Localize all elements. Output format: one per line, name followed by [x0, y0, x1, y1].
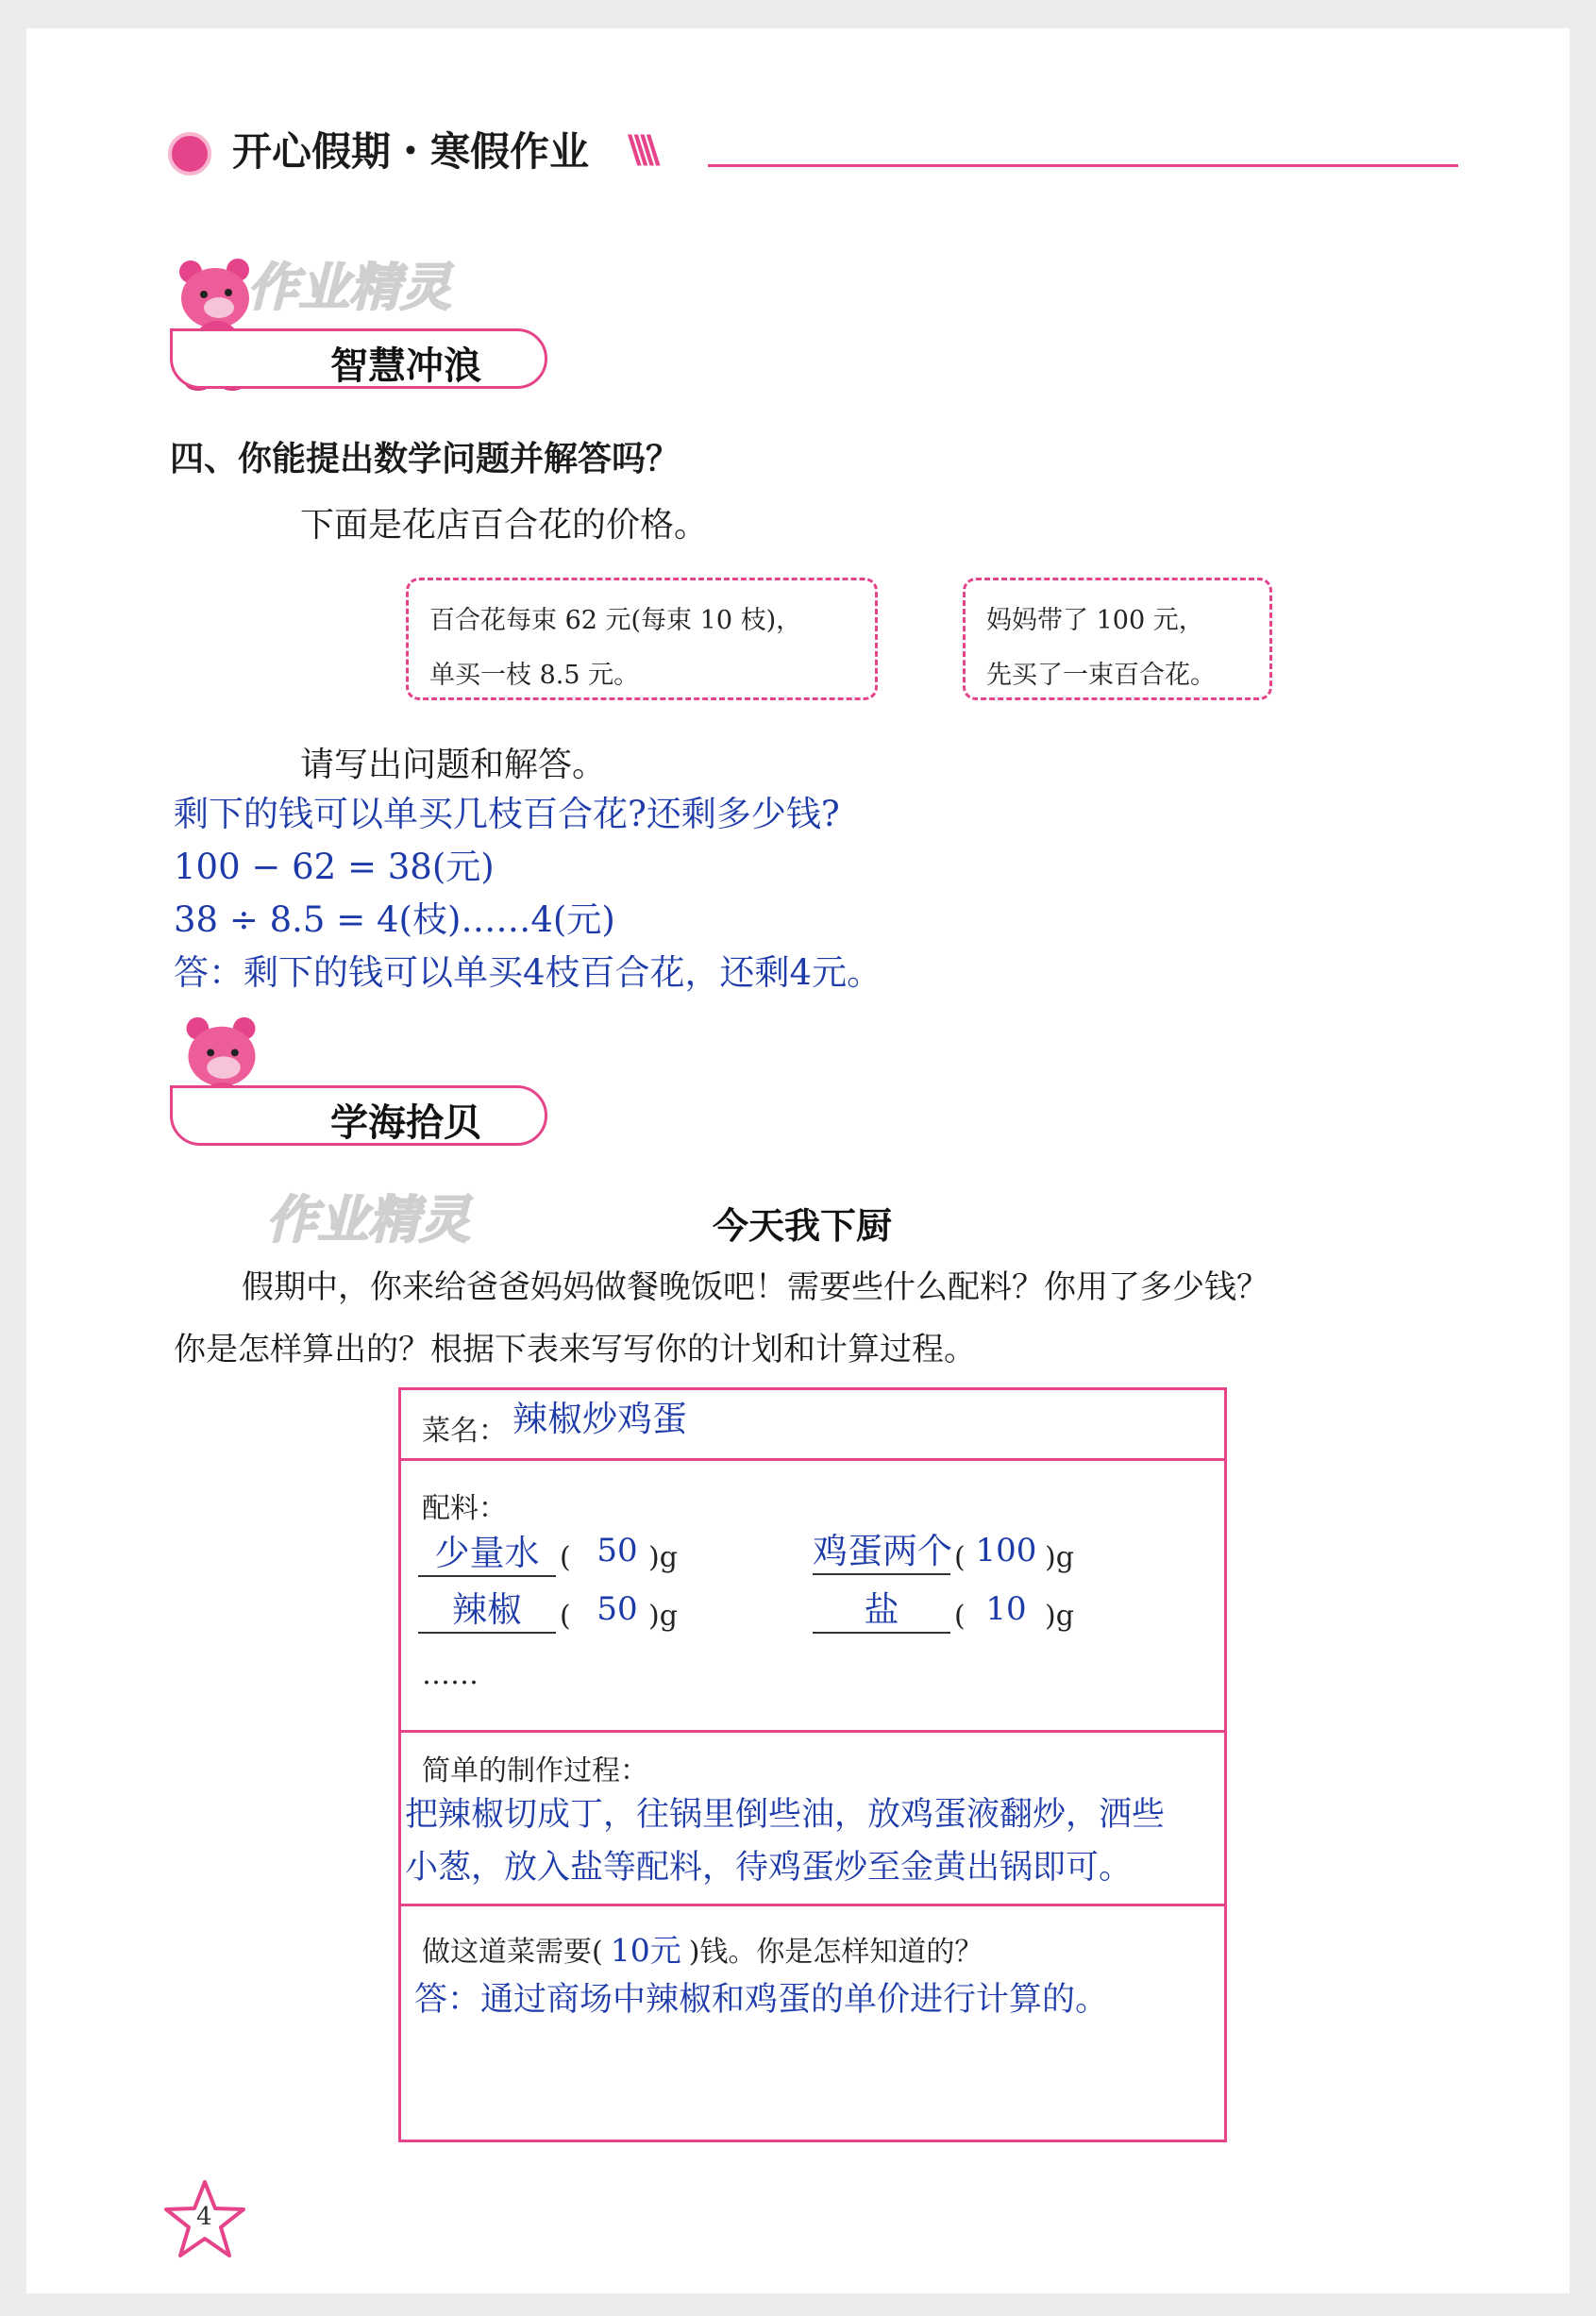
ingredient-qty-4[interactable]: 10: [985, 1590, 1027, 1628]
ingredient-unit-3: )g: [648, 1600, 678, 1633]
instruction-para-1: 假期中，你来给爸爸妈妈做餐晚饭吧！需要些什么配料？你用了多少钱？: [242, 1268, 1268, 1306]
ingredient-qty-3[interactable]: 50: [596, 1590, 638, 1628]
watermark-text: 作业精灵: [266, 1190, 470, 1250]
ingredient-name-1[interactable]: 少量水: [418, 1524, 556, 1577]
row-divider: [401, 1904, 1224, 1906]
answer-question: 剩下的钱可以单买几枝百合花?还剩多少钱?: [174, 794, 840, 834]
process-label: 简单的制作过程：: [422, 1754, 648, 1787]
header-rule: [708, 164, 1458, 167]
banner-zhihui-chonglang: 智慧冲浪: [330, 344, 481, 388]
answer-calc-1: 100 − 62 = 38(元): [174, 847, 495, 887]
ingredients-ellipsis: ……: [422, 1658, 479, 1691]
ingredients-label: 配料：: [422, 1492, 507, 1525]
row-divider: [401, 1458, 1224, 1461]
ingredient-unit-2: )g: [1045, 1541, 1074, 1574]
paren-open: (: [560, 1541, 571, 1574]
answer-calc-2: 38 ÷ 8.5 = 4(枝)……4(元): [174, 899, 615, 940]
cost-answer[interactable]: 答：通过商场中辣椒和鸡蛋的单价进行计算的。: [414, 1981, 1109, 2019]
ingredient-name-2[interactable]: 鸡蛋两个: [813, 1522, 950, 1575]
price-line-1: 百合花每束 62 元(每束 10 枝)，: [429, 606, 802, 635]
ingredient-unit-1: )g: [648, 1541, 678, 1574]
mom-info-box: [963, 578, 1272, 700]
ingredient-unit-4: )g: [1045, 1600, 1074, 1633]
section-title: 今天我下厨: [713, 1205, 893, 1247]
paren-open: (: [560, 1600, 571, 1633]
header-slash-decoration: \\\\: [628, 128, 653, 172]
ingredient-name-3[interactable]: 辣椒: [418, 1581, 556, 1634]
price-line-2: 单买一枝 8.5 元。: [429, 661, 640, 690]
cost-value[interactable]: 10元: [610, 1932, 681, 1969]
dish-label: 菜名：: [422, 1415, 507, 1448]
row-divider: [401, 1730, 1224, 1733]
ingredient-qty-1[interactable]: 50: [596, 1532, 638, 1569]
dish-name-value[interactable]: 辣椒炒鸡蛋: [512, 1399, 687, 1439]
process-line-2[interactable]: 小葱，放入盐等配料，待鸡蛋炒至金黄出锅即可。: [405, 1849, 1133, 1887]
ingredient-qty-2[interactable]: 100: [975, 1532, 1037, 1569]
process-line-1[interactable]: 把辣椒切成丁，往锅里倒些油，放鸡蛋液翻炒，洒些: [405, 1796, 1166, 1834]
mom-line-2: 先买了一束百合花。: [986, 661, 1216, 690]
answer-final: 答：剩下的钱可以单买4枝百合花，还剩4元。: [174, 952, 882, 993]
price-info-box: [406, 578, 878, 700]
header-dot-icon: [168, 132, 211, 176]
mom-line-1: 妈妈带了 100 元，: [986, 606, 1204, 635]
cost-suffix: )钱。你是怎样知道的？: [688, 1936, 983, 1969]
watermark-text: 作业精灵: [247, 258, 451, 317]
cooking-plan-table: [398, 1387, 1227, 2142]
question-title: 四、你能提出数学问题并解答吗？: [170, 440, 680, 478]
cost-prefix: 做这道菜需要(: [422, 1936, 603, 1969]
paren-open: (: [954, 1600, 966, 1633]
cost-question: [422, 1926, 983, 1971]
instruction-para-2: 你是怎样算出的？根据下表来写写你的计划和计算过程。: [174, 1331, 976, 1368]
header-title: 开心假期・寒假作业: [232, 128, 590, 175]
paren-open: (: [954, 1541, 966, 1574]
question-intro: 下面是花店百合花的价格。: [300, 506, 709, 545]
banner-xuehai-shibei: 学海拾贝: [330, 1101, 481, 1145]
ingredient-name-4[interactable]: 盐: [813, 1581, 950, 1634]
page-number: 4: [196, 2203, 212, 2231]
write-prompt: 请写出问题和解答。: [300, 746, 607, 784]
